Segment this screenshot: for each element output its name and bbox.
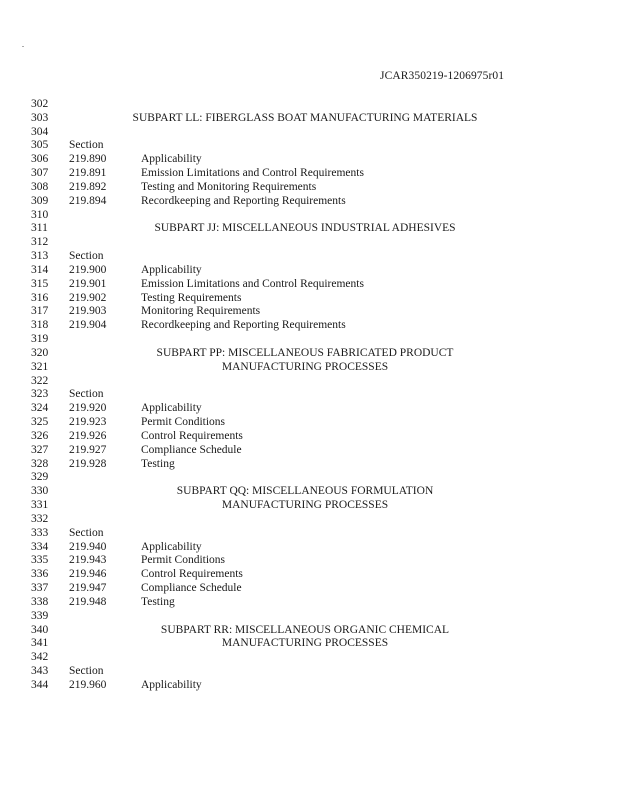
line-number: 333 bbox=[31, 526, 49, 539]
section-title: Permit Conditions bbox=[141, 554, 226, 567]
section-number: 219.940 bbox=[69, 540, 107, 553]
line-number: 324 bbox=[31, 402, 49, 415]
document-line bbox=[0, 208, 618, 222]
section-number: 219.960 bbox=[69, 678, 107, 691]
document-line bbox=[0, 457, 618, 471]
section-label: Section bbox=[69, 250, 104, 263]
line-number: 325 bbox=[31, 416, 49, 429]
document-line bbox=[0, 636, 618, 650]
line-number: 311 bbox=[31, 222, 48, 235]
section-number: 219.943 bbox=[69, 554, 107, 567]
document-line bbox=[0, 263, 618, 277]
document-line bbox=[0, 249, 618, 263]
line-number: 307 bbox=[31, 167, 49, 180]
document-line bbox=[0, 609, 618, 623]
line-number: 342 bbox=[31, 651, 49, 664]
line-number: 323 bbox=[31, 388, 49, 401]
line-number: 318 bbox=[31, 319, 49, 332]
document-line bbox=[0, 291, 618, 305]
section-number: 219.948 bbox=[69, 595, 107, 608]
document-line bbox=[0, 470, 618, 484]
subpart-heading: SUBPART JJ: MISCELLANEOUS INDUSTRIAL ADHESIVES bbox=[154, 222, 456, 235]
document-id: JCAR350219-1206975r01 bbox=[380, 70, 505, 82]
document-line bbox=[0, 318, 618, 332]
section-label: Section bbox=[69, 526, 104, 539]
section-number: 219.947 bbox=[69, 582, 107, 595]
line-number: 341 bbox=[31, 637, 49, 650]
line-number: 320 bbox=[31, 346, 49, 359]
section-title: Testing bbox=[141, 595, 175, 608]
line-number: 306 bbox=[31, 153, 49, 166]
line-number: 305 bbox=[31, 139, 49, 152]
section-number: 219.894 bbox=[69, 194, 107, 207]
document-line bbox=[0, 97, 618, 111]
document-line bbox=[0, 304, 618, 318]
section-number: 219.891 bbox=[69, 167, 107, 180]
document-line bbox=[0, 401, 618, 415]
section-title: Emission Limitations and Control Requirements bbox=[141, 277, 364, 290]
document-line bbox=[0, 194, 618, 208]
document-line bbox=[0, 650, 618, 664]
subpart-heading: SUBPART RR: MISCELLANEOUS ORGANIC CHEMICAL bbox=[160, 623, 450, 636]
document-line bbox=[0, 374, 618, 388]
line-number: 332 bbox=[31, 512, 49, 525]
document-line bbox=[0, 567, 618, 581]
section-number: 219.892 bbox=[69, 180, 107, 193]
line-number: 310 bbox=[31, 208, 49, 221]
section-number: 219.926 bbox=[69, 429, 107, 442]
section-number: 219.904 bbox=[69, 319, 107, 332]
section-number: 219.900 bbox=[69, 263, 107, 276]
section-title: Applicability bbox=[141, 153, 202, 166]
line-number: 308 bbox=[31, 180, 49, 193]
section-title: Permit Conditions bbox=[141, 416, 226, 429]
line-number: 326 bbox=[31, 429, 49, 442]
section-title: Emission Limitations and Control Requirements bbox=[141, 167, 364, 180]
document-line bbox=[0, 125, 618, 139]
document-line bbox=[0, 415, 618, 429]
line-number: 329 bbox=[31, 471, 49, 484]
document-line bbox=[0, 221, 618, 235]
line-number: 338 bbox=[31, 595, 49, 608]
document-line bbox=[0, 623, 618, 637]
document-line bbox=[0, 553, 618, 567]
line-number: 319 bbox=[31, 333, 49, 346]
document-line bbox=[0, 429, 618, 443]
section-label: Section bbox=[69, 665, 104, 678]
section-title: Testing and Monitoring Requirements bbox=[141, 180, 317, 193]
section-number: 219.927 bbox=[69, 443, 107, 456]
section-title: Control Requirements bbox=[141, 429, 243, 442]
section-label: Section bbox=[69, 139, 104, 152]
document-line bbox=[0, 678, 618, 692]
section-number: 219.946 bbox=[69, 568, 107, 581]
document-line bbox=[0, 664, 618, 678]
document-line bbox=[0, 526, 618, 540]
section-title: Recordkeeping and Reporting Requirements bbox=[141, 319, 346, 332]
line-number: 303 bbox=[31, 111, 49, 124]
line-number: 304 bbox=[31, 125, 49, 138]
line-number: 321 bbox=[31, 360, 49, 373]
line-number: 343 bbox=[31, 665, 49, 678]
document-line bbox=[0, 332, 618, 346]
subpart-heading: MANUFACTURING PROCESSES bbox=[221, 360, 389, 373]
section-number: 219.928 bbox=[69, 457, 107, 470]
document-line bbox=[0, 346, 618, 360]
line-number: 314 bbox=[31, 263, 49, 276]
document-line bbox=[0, 540, 618, 554]
line-number: 330 bbox=[31, 485, 49, 498]
document-line bbox=[0, 180, 618, 194]
section-number: 219.903 bbox=[69, 305, 107, 318]
line-number: 344 bbox=[31, 678, 49, 691]
subpart-heading: SUBPART LL: FIBERGLASS BOAT MANUFACTURING MATERIALS bbox=[132, 111, 478, 124]
line-number: 312 bbox=[31, 236, 49, 249]
document-line bbox=[0, 498, 618, 512]
section-number: 219.920 bbox=[69, 402, 107, 415]
section-title: Control Requirements bbox=[141, 568, 243, 581]
document-line bbox=[0, 111, 618, 125]
section-label: Section bbox=[69, 388, 104, 401]
document-line bbox=[0, 360, 618, 374]
document-line bbox=[0, 484, 618, 498]
document-line bbox=[0, 387, 618, 401]
line-number: 302 bbox=[31, 98, 49, 110]
section-number: 219.901 bbox=[69, 277, 107, 290]
line-number: 309 bbox=[31, 194, 49, 207]
line-number: 334 bbox=[31, 540, 49, 553]
section-title: Monitoring Requirements bbox=[141, 305, 261, 318]
line-number: 339 bbox=[31, 609, 49, 622]
document-line bbox=[0, 512, 618, 526]
subpart-heading: MANUFACTURING PROCESSES bbox=[221, 499, 389, 512]
section-title: Recordkeeping and Reporting Requirements bbox=[141, 194, 346, 207]
section-title: Testing bbox=[141, 457, 175, 470]
section-number: 219.890 bbox=[69, 153, 107, 166]
subpart-heading: SUBPART PP: MISCELLANEOUS FABRICATED PRODUCT bbox=[156, 346, 454, 359]
line-number: 335 bbox=[31, 554, 49, 567]
line-number: 316 bbox=[31, 291, 49, 304]
document-line bbox=[0, 277, 618, 291]
line-number: 313 bbox=[31, 250, 49, 263]
line-number: 317 bbox=[31, 305, 49, 318]
line-number: 337 bbox=[31, 582, 49, 595]
document-line bbox=[0, 152, 618, 166]
section-title: Testing Requirements bbox=[141, 291, 242, 304]
subpart-heading: MANUFACTURING PROCESSES bbox=[221, 637, 389, 650]
document-line bbox=[0, 595, 618, 609]
document-line bbox=[0, 138, 618, 152]
section-number: 219.923 bbox=[69, 416, 107, 429]
section-title: Applicability bbox=[141, 540, 202, 553]
line-number: 331 bbox=[31, 499, 49, 512]
section-title: Compliance Schedule bbox=[141, 582, 242, 595]
subpart-heading: SUBPART QQ: MISCELLANEOUS FORMULATION bbox=[176, 485, 434, 498]
section-title: Applicability bbox=[141, 263, 202, 276]
document-line bbox=[0, 235, 618, 249]
section-title: Applicability bbox=[141, 678, 202, 691]
line-number: 315 bbox=[31, 277, 49, 290]
section-number: 219.902 bbox=[69, 291, 107, 304]
line-number: 327 bbox=[31, 443, 49, 456]
stray-mark: . bbox=[22, 40, 24, 49]
line-number: 328 bbox=[31, 457, 49, 470]
line-number: 322 bbox=[31, 374, 49, 387]
section-title: Compliance Schedule bbox=[141, 443, 242, 456]
line-number: 340 bbox=[31, 623, 49, 636]
line-number: 336 bbox=[31, 568, 49, 581]
section-title: Applicability bbox=[141, 402, 202, 415]
document-line bbox=[0, 443, 618, 457]
document-line bbox=[0, 166, 618, 180]
document-line bbox=[0, 581, 618, 595]
